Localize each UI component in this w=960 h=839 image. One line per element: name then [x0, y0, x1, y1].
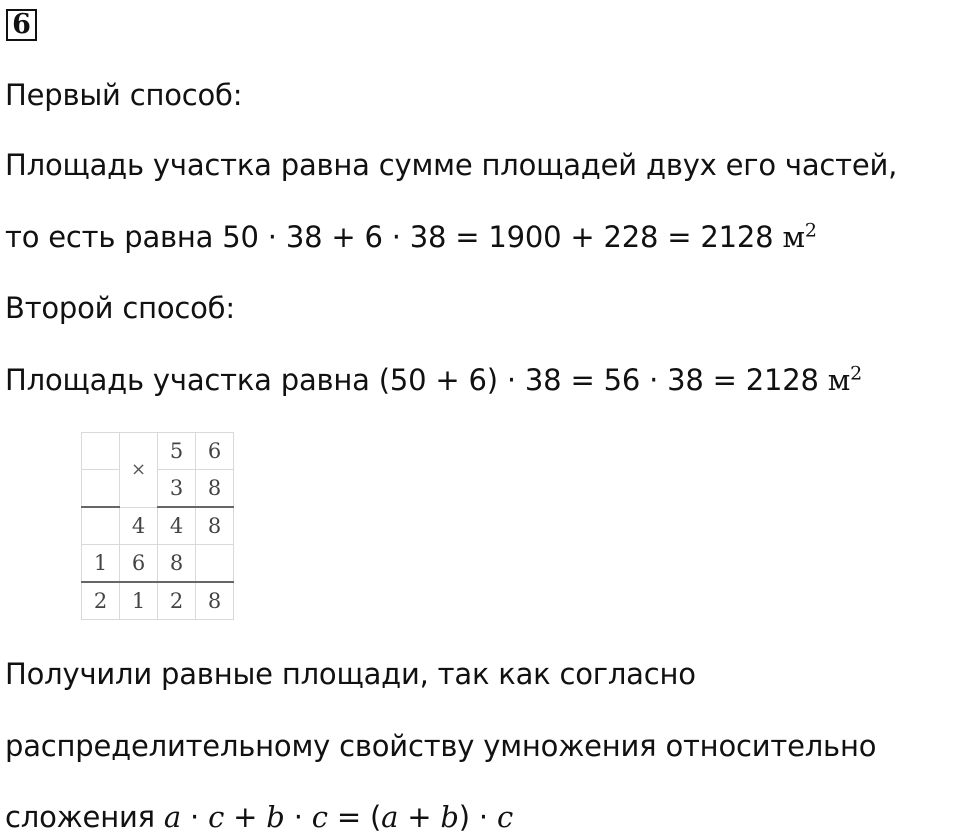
method1-calc-line [5, 220, 817, 254]
method2-calc-line [5, 363, 862, 397]
var-b: b [266, 800, 285, 834]
calc-cell [82, 507, 120, 545]
var-a: a [163, 800, 181, 834]
area-unit-2 [828, 363, 862, 397]
calc-cell [82, 433, 120, 470]
calc-cell [82, 470, 120, 508]
dot-sign: · [293, 800, 303, 834]
var-c: c [311, 800, 328, 834]
distributive-formula [164, 800, 513, 834]
unit-text: м [782, 220, 805, 254]
calc-cell: 2 [158, 582, 196, 620]
equals-sign: = [336, 800, 361, 834]
calc-cell: 8 [196, 582, 234, 620]
unit-text-2: м [827, 363, 851, 397]
method1-title: Первый способ: [5, 78, 243, 112]
var-c: c [208, 800, 225, 834]
dot-sign: · [478, 800, 488, 834]
calc-cell: 4 [158, 507, 196, 545]
area-unit [782, 220, 816, 254]
method2-title: Второй способ: [5, 291, 235, 325]
dot-sign: · [190, 800, 200, 834]
calc-cell: 6 [120, 545, 158, 583]
method1-text: Площадь участка равна сумме площадей двух его частей, [5, 148, 898, 182]
conclusion-line-2: распределительному свойству умножения относительно [5, 729, 877, 763]
calc-cell: 8 [196, 470, 234, 508]
var-c: c [496, 800, 513, 834]
plus-sign: + [233, 800, 258, 834]
unit-power: 2 [804, 219, 817, 242]
calc-cell: 2 [82, 582, 120, 620]
calc-cell: 6 [196, 433, 234, 470]
var-b: b [440, 800, 459, 834]
column-multiplication [81, 432, 234, 620]
calc-cell: 8 [158, 545, 196, 583]
var-a: a [381, 800, 399, 834]
unit-power-2: 2 [850, 362, 863, 385]
calc-cell [196, 545, 234, 583]
method1-calc: то есть равна 50 · 38 + 6 · 38 = 1900 + 228 = 2128 [5, 220, 774, 254]
plus-sign: + [407, 800, 432, 834]
conclusion-line-1: Получили равные площади, так как согласно [5, 657, 696, 691]
multiply-sign: × [120, 433, 158, 508]
calc-cell: 3 [158, 470, 196, 508]
conclusion-prefix: сложения [5, 800, 155, 834]
calc-cell: 1 [120, 582, 158, 620]
calc-cell: 8 [196, 507, 234, 545]
calc-cell: 5 [158, 433, 196, 470]
left-paren: ( [369, 800, 382, 834]
conclusion-line-3 [5, 800, 513, 834]
right-paren: ) [458, 800, 470, 834]
calc-cell: 1 [82, 545, 120, 583]
method2-calc: Площадь участка равна (50 + 6) · 38 = 56 · 38 = 2128 [5, 363, 819, 397]
task-number: 6 [6, 9, 37, 41]
calc-cell: 4 [120, 507, 158, 545]
